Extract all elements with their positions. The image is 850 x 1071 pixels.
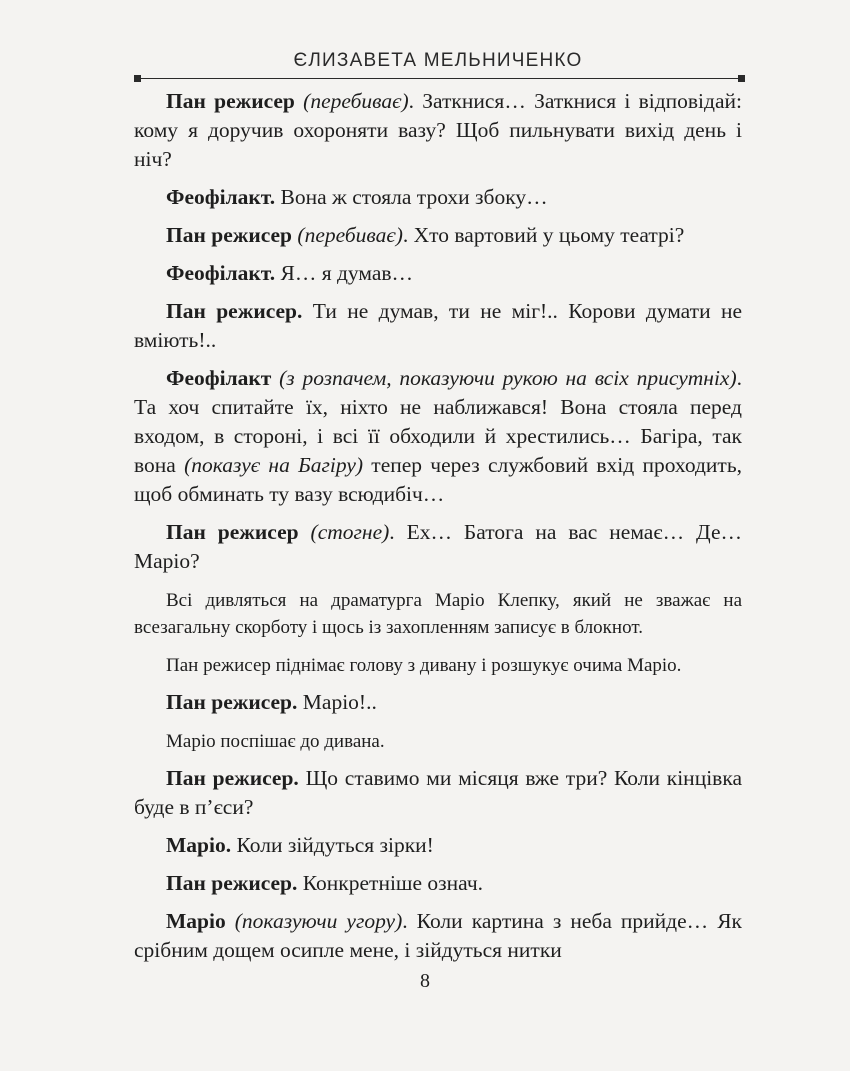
dialogue-paragraph [134,221,742,250]
running-header: ЄЛИЗАВЕТА МЕЛЬНИЧЕНКО [293,50,583,71]
dialogue-paragraph [134,518,742,576]
stage-direction: (показуючи угору) [225,909,403,933]
stage-direction: (перебиває) [297,223,403,247]
speech-text: Маріо!.. [297,690,377,714]
dialogue-paragraph [134,764,742,822]
speaker-name: Феофілакт [166,366,272,390]
stage-direction: (показує на Багіру) [184,453,364,477]
stage-direction-paragraph: Пан режисер піднімає голову з дивану і розшукує очима Маріо. [166,655,682,676]
speech-text: Я… я думав… [275,261,414,285]
speaker-name: Феофілакт. [166,185,276,209]
speaker-name: Феофілакт. [166,261,276,285]
dialogue-paragraph [134,831,742,860]
stage-direction: (з розпачем, показуючи рукою на всіх присутніх) [271,366,737,390]
speech-text: Ти не думав, ти не міг!.. Корови думати не вміють!.. [134,299,742,352]
speaker-name: Маріо [166,909,226,933]
stage-direction-paragraph: Всі дивляться на драматурга Маріо Клепку, який не зважає на всезагальну скорботу і щось із захопленням записує в блокнот. [134,590,742,638]
page-number: 8 [420,970,430,992]
speech-text: Коли зійдуться зірки! [231,833,434,857]
speech-text: . Хто вартовий у цьому театрі? [402,223,685,247]
dialogue-paragraph [134,907,742,965]
speech-text: . Ех… Батога на вас немає… Де… Маріо? [134,520,742,573]
speech-text: Вона ж стояла трохи збоку… [275,185,548,209]
speech-text: . Заткнися… Заткнися і відповідай: кому я доручив охороняти вазу? Щоб пильнувати вихід день і ніч? [134,89,742,171]
speaker-name: Пан режисер. [166,690,298,714]
stage-direction-paragraph: Маріо поспішає до дивана. [166,731,385,752]
dialogue-paragraph [134,688,742,717]
header-rule [138,78,740,79]
header-rule-right-dot [738,75,745,82]
speech-text: Конкретніше означ. [297,871,484,895]
speaker-name: Пан режисер. [166,299,303,323]
dialogue-paragraph [134,869,742,898]
dialogue-paragraph [134,183,742,212]
dialogue-paragraph [134,364,742,509]
dialogue-paragraph [134,87,742,174]
speaker-name: Пан режисер [166,223,293,247]
speaker-name: Пан режисер [166,89,295,113]
dialogue-paragraph [134,297,742,355]
speech-text: Що ставимо ми місяця вже три? Коли кінцівка буде в п’єси? [134,766,742,819]
dialogue-paragraph [134,259,742,288]
speech-text: . Та хоч спитайте їх, ніхто не наближався! Вона стояла перед входом, в стороні, і всі її обходили й хрестились… Багіра, так вона [134,366,742,477]
speech-text: . Коли картина з неба прийде… Як срібним дощем осипле мене, і зійдуться нитки [134,909,742,962]
speaker-name: Маріо. [166,833,232,857]
speaker-name: Пан режисер. [166,766,299,790]
speaker-name: Пан режисер [166,520,299,544]
page-body [134,87,742,965]
stage-direction: (перебиває) [303,89,409,113]
speech-text: тепер через службовий вхід проходить, щоб обминать ту вазу всюдибіч… [134,453,742,506]
stage-direction: (стогне) [298,520,390,544]
speaker-name: Пан режисер. [166,871,298,895]
